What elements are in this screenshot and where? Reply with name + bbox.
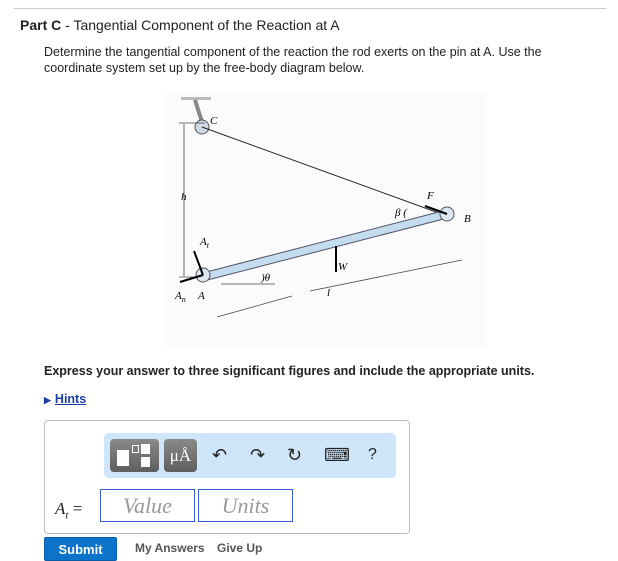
keyboard-icon[interactable]: ⌨ (324, 445, 350, 465)
part-title (20, 17, 340, 33)
rod (203, 214, 447, 277)
undo-icon[interactable]: ↶ (212, 445, 228, 465)
label-b: B (464, 213, 471, 225)
units-button[interactable]: μÅ (164, 439, 197, 472)
ceiling-support (181, 97, 211, 100)
bracket (195, 100, 202, 122)
question-prompt: Determine the tangential component of the reaction the rod exerts on the pin at A. Use the coordinate system set up by the free-body diagram below. (44, 45, 542, 75)
give-up-link[interactable]: Give Up (217, 541, 263, 555)
redo-icon[interactable]: ↷ (250, 445, 266, 465)
caret-right-icon: ▶ (44, 395, 51, 405)
label-a: A (198, 290, 205, 302)
label-f: F (427, 190, 434, 202)
label-theta: )θ (261, 272, 271, 284)
cable (202, 127, 447, 216)
submit-button[interactable]: Submit (44, 537, 117, 561)
math-toolbar (104, 433, 396, 478)
part-label: Part C (20, 17, 62, 33)
hints-toggle[interactable] (44, 392, 86, 406)
answer-box (44, 420, 410, 534)
label-c: C (210, 115, 218, 127)
my-answers-link[interactable]: My Answers (135, 541, 205, 555)
hints-label: Hints (54, 392, 87, 406)
value-input[interactable]: Value (100, 489, 195, 522)
label-h: h (181, 191, 187, 203)
reset-icon[interactable]: ↻ (287, 445, 303, 465)
top-divider (14, 8, 606, 9)
answer-label: $A_t$ = (55, 499, 83, 522)
label-w: W (338, 261, 348, 273)
separator: - (61, 17, 74, 33)
label-beta: β ( (395, 207, 407, 219)
l-dimension (217, 296, 292, 317)
instructions: Express your answer to three significant figures and include the appropriate units. (44, 364, 535, 378)
templates-icon (117, 450, 129, 466)
label-at: $A_t$ (200, 236, 209, 250)
templates-button[interactable] (110, 439, 159, 472)
label-l: l (327, 287, 331, 299)
free-body-diagram (165, 92, 485, 348)
units-input[interactable]: Units (198, 489, 293, 522)
help-icon[interactable]: ? (368, 446, 377, 463)
label-an: $A_n$ (175, 290, 186, 304)
part-title-text: Tangential Component of the Reaction at A (73, 17, 340, 33)
